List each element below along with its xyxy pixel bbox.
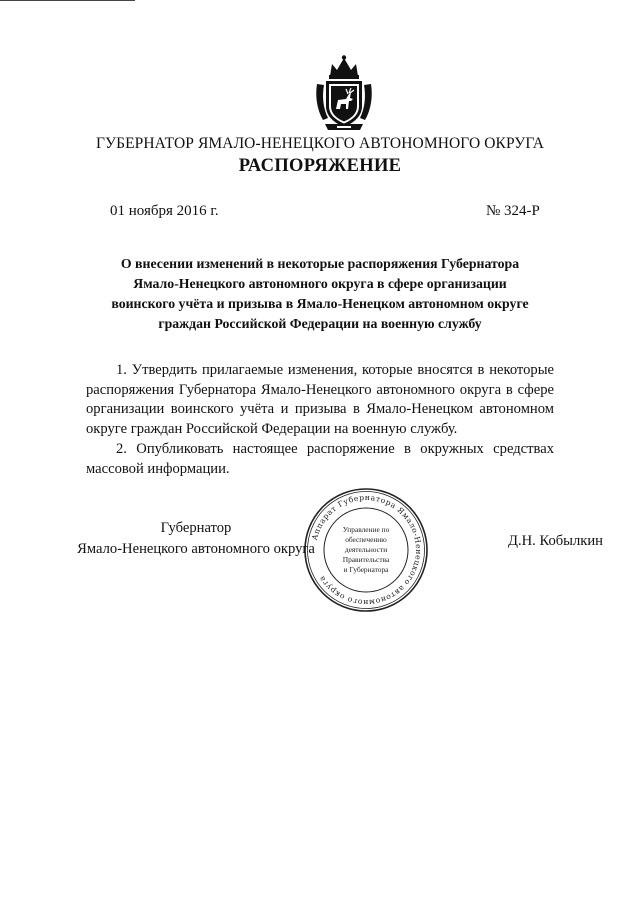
seal-outer-text: Аппарат Губернатора Ямало-Ненецкого автономного округа <box>309 492 424 608</box>
signatory-position-line-1: Губернатор <box>160 520 232 536</box>
signatory-position <box>76 518 316 560</box>
official-seal-icon <box>303 487 429 613</box>
seal-inner-line-1: Управление по <box>342 525 390 534</box>
seal-inner-line-4: Правительства <box>342 555 390 564</box>
signatory-name: Д.Н. Кобылкин <box>508 533 603 549</box>
coat-of-arms-emblem-icon <box>313 54 375 134</box>
seal-inner-line-2: обеспечению <box>345 535 387 544</box>
document-number: № 324-Р <box>486 203 540 219</box>
seal-inner-line-5: и Губернатора <box>343 565 389 574</box>
top-scan-rule <box>0 0 135 1</box>
body-paragraph-1: 1. Утвердить прилагаемые изменения, которые вносятся в некоторые распоряжения Губернатора Ямало-Ненецкого автономного округа в сфере организации воинского учёта и призыва в Ямало-Ненецком автономном округе граждан Российской Федерации на военную службу. <box>86 362 554 438</box>
document-date: 01 ноября 2016 г. <box>110 203 219 219</box>
seal-inner-line-3: деятельности <box>344 545 388 554</box>
document-type-heading: РАСПОРЯЖЕНИЕ <box>238 156 402 176</box>
governor-title: ГУБЕРНАТОР ЯМАЛО-НЕНЕЦКОГО АВТОНОМНОГО ОКРУГА <box>95 135 545 152</box>
signatory-position-line-2: Ямало-Ненецкого автономного округа <box>77 541 315 557</box>
body-paragraph-2: 2. Опубликовать настоящее распоряжение в окружных средствах массовой информации. <box>86 440 554 477</box>
document-subject: О внесении изменений в некоторые распоряжения Губернатора Ямало-Ненецкого автономного округа в сфере организации воинского учёта и призыва в Ямало-Ненецком автономном округе граждан Российской Федерации на военную службу <box>111 256 529 331</box>
document-body <box>86 361 554 479</box>
